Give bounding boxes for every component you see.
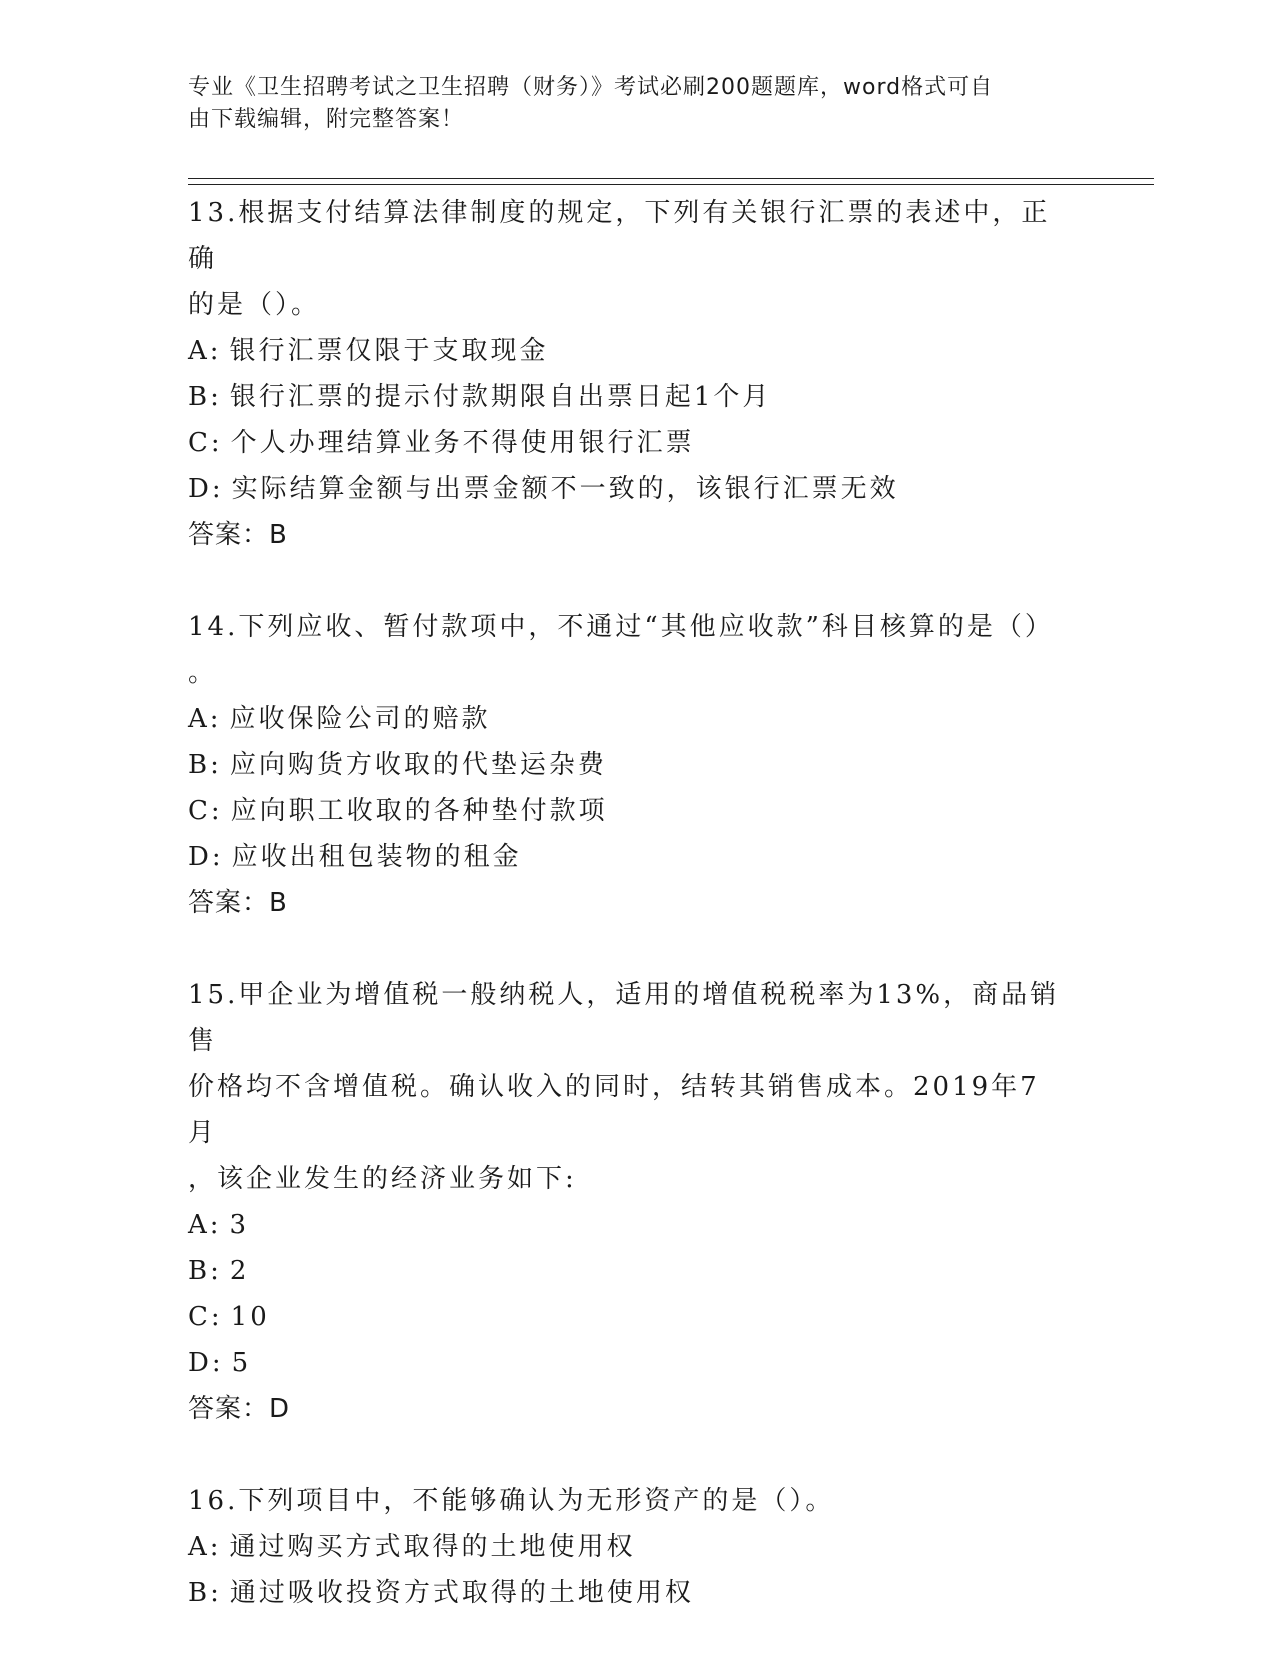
option-b (188, 742, 1068, 788)
option-text: 实际结算金额与出票金额不一致的，该银行汇票无效 (231, 474, 899, 504)
question-stem-line: 13.根据支付结算法律制度的规定，下列有关银行汇票的表述中，正确 (188, 198, 1051, 274)
option-text: 10 (230, 1302, 270, 1332)
option-text: 5 (231, 1348, 252, 1378)
option-key: D: (188, 474, 224, 504)
header-line-2: 由下载编辑，附完整答案！ (188, 107, 465, 132)
answer: 答案：D (188, 1394, 291, 1424)
option-key: A: (188, 704, 222, 734)
option-c (188, 788, 1068, 834)
option-c (188, 1294, 1068, 1340)
option-a (188, 696, 1068, 742)
option-a (188, 1524, 1068, 1570)
option-text: 个人办理结算业务不得使用银行汇票 (230, 428, 695, 458)
option-text: 银行汇票的提示付款期限自出票日起1个月 (229, 382, 772, 412)
option-key: B: (188, 382, 222, 412)
option-d (188, 1340, 1068, 1386)
option-text: 通过吸收投资方式取得的土地使用权 (229, 1578, 694, 1608)
option-text: 通过购买方式取得的土地使用权 (229, 1532, 636, 1562)
question-stem-line: 的是（）。 (188, 290, 321, 320)
option-b (188, 1570, 1068, 1616)
question-stem-line: 15.甲企业为增值税一般纳税人，适用的增值税税率为13%，商品销售 (188, 980, 1060, 1056)
option-text: 应收出租包装物的租金 (231, 842, 522, 872)
option-a (188, 328, 1068, 374)
header-line-1: 专业《卫生招聘考试之卫生招聘（财务）》考试必刷200题题库，word格式可自 (188, 75, 994, 100)
option-key: A: (188, 1532, 222, 1562)
option-key: B: (188, 750, 222, 780)
option-key: D: (188, 1348, 224, 1378)
option-text: 应向购货方收取的代垫运杂费 (229, 750, 607, 780)
question-13 (188, 190, 1068, 558)
document-header (188, 72, 1068, 136)
option-c (188, 420, 1068, 466)
option-d (188, 466, 1068, 512)
question-stem-line: 价格均不含增值税。确认收入的同时，结转其销售成本。2019年7月 (188, 1072, 1040, 1148)
question-stem-line: 16.下列项目中，不能够确认为无形资产的是（）。 (188, 1486, 835, 1516)
question-16 (188, 1478, 1068, 1616)
question-list (188, 190, 1068, 1662)
option-text: 2 (229, 1256, 250, 1286)
option-text: 应向职工收取的各种垫付款项 (230, 796, 608, 826)
question-14 (188, 604, 1068, 926)
question-stem-line: ，该企业发生的经济业务如下: (188, 1164, 577, 1194)
option-b (188, 1248, 1068, 1294)
answer: 答案：B (188, 520, 288, 550)
option-key: A: (188, 336, 222, 366)
question-15 (188, 972, 1068, 1432)
answer: 答案：B (188, 888, 288, 918)
header-divider-bottom (188, 184, 1154, 185)
option-key: C: (188, 428, 223, 458)
option-key: C: (188, 796, 223, 826)
question-stem-line: 14.下列应收、暂付款项中，不通过“其他应收款”科目核算的是（） (188, 612, 1054, 642)
option-b (188, 374, 1068, 420)
option-d (188, 834, 1068, 880)
question-stem-line: 。 (188, 658, 218, 688)
option-key: B: (188, 1578, 222, 1608)
option-key: A: (188, 1210, 222, 1240)
header-divider-top (188, 178, 1154, 179)
option-text: 应收保险公司的赔款 (229, 704, 491, 734)
option-key: B: (188, 1256, 222, 1286)
option-a (188, 1202, 1068, 1248)
option-text: 3 (229, 1210, 250, 1240)
option-key: D: (188, 842, 224, 872)
option-text: 银行汇票仅限于支取现金 (229, 336, 549, 366)
option-key: C: (188, 1302, 223, 1332)
